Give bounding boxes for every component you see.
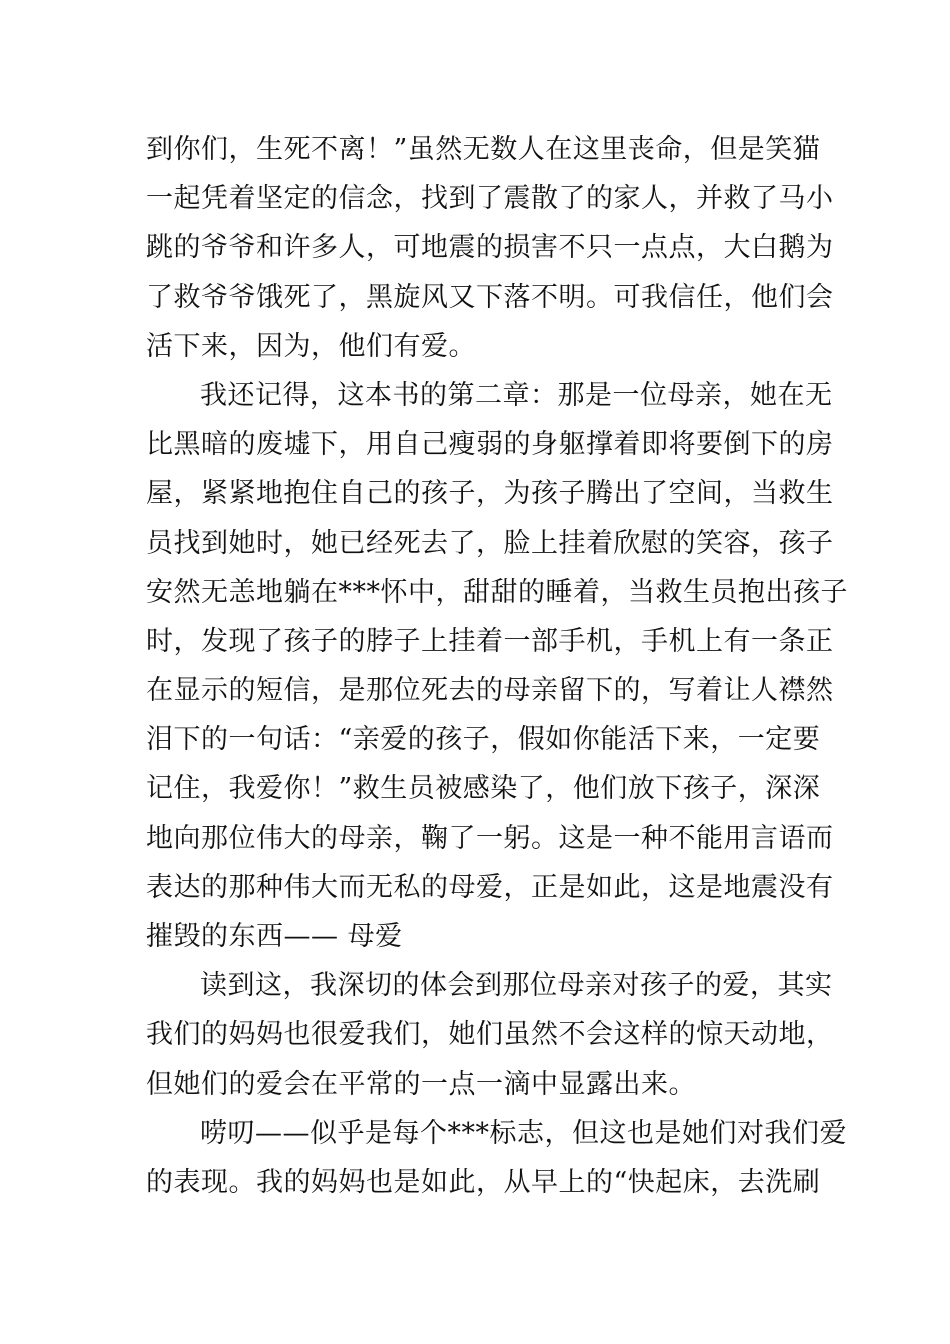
text-line: 跳的爷爷和许多人，可地震的损害不只一点点，大白鹅为 (146, 232, 834, 264)
text-line: 比黑暗的废墟下，用自己瘦弱的身躯撑着即将要倒下的房 (146, 429, 834, 461)
text-line: 表达的那种伟大而无私的母爱，正是如此，这是地震没有 (146, 871, 834, 903)
text-line: 但她们的爱会在平常的一点一滴中显露出来。 (146, 1068, 696, 1100)
text-line: 员找到她时，她已经死去了，脸上挂着欣慰的笑容，孩子 (146, 527, 834, 559)
text-line: 读到这，我深切的体会到那位母亲对孩子的爱，其实 (200, 970, 833, 1002)
text-line: 泪下的一句话：“亲爱的孩子，假如你能活下来，一定要 (146, 724, 821, 756)
text-line: 的表现。我的妈妈也是如此，从早上的“快起床，去洗刷 (146, 1166, 821, 1198)
text-line: 在显示的短信，是那位死去的母亲留下的，写着让人襟然 (146, 675, 834, 707)
text-line: 时，发现了孩子的脖子上挂着一部手机，手机上有一条正 (146, 625, 834, 657)
text-line: 我还记得，这本书的第二章：那是一位母亲，她在无 (200, 379, 833, 411)
text-line: 唠叨——似乎是每个***标志，但这也是她们对我们爱 (200, 1117, 847, 1149)
text-line: 摧毁的东西—— 母爱 (146, 921, 403, 952)
text-line: 一起凭着坚定的信念，找到了震散了的家人，并救了马小 (146, 183, 834, 215)
text-line: 地向那位伟大的母亲，鞠了一躬。这是一种不能用言语而 (146, 822, 834, 854)
essay-body (146, 125, 848, 1207)
text-line: 安然无恙地躺在***怀中，甜甜的睡着，当救生员抱出孩子 (146, 576, 848, 608)
text-line: 到你们，生死不离！”虽然无数人在这里丧命，但是笑猫 (146, 134, 821, 165)
text-line: 记住，我爱你！”救生员被感染了，他们放下孩子，深深 (146, 773, 821, 805)
text-line: 我们的妈妈也很爱我们，她们虽然不会这样的惊天动地， (146, 1019, 834, 1051)
text-line: 了救爷爷饿死了，黑旋风又下落不明。可我信任，他们会 (146, 281, 834, 313)
text-line: 活下来，因为，他们有爱。 (146, 330, 476, 362)
text-line: 屋，紧紧地抱住自己的孩子，为孩子腾出了空间，当救生 (146, 478, 834, 510)
